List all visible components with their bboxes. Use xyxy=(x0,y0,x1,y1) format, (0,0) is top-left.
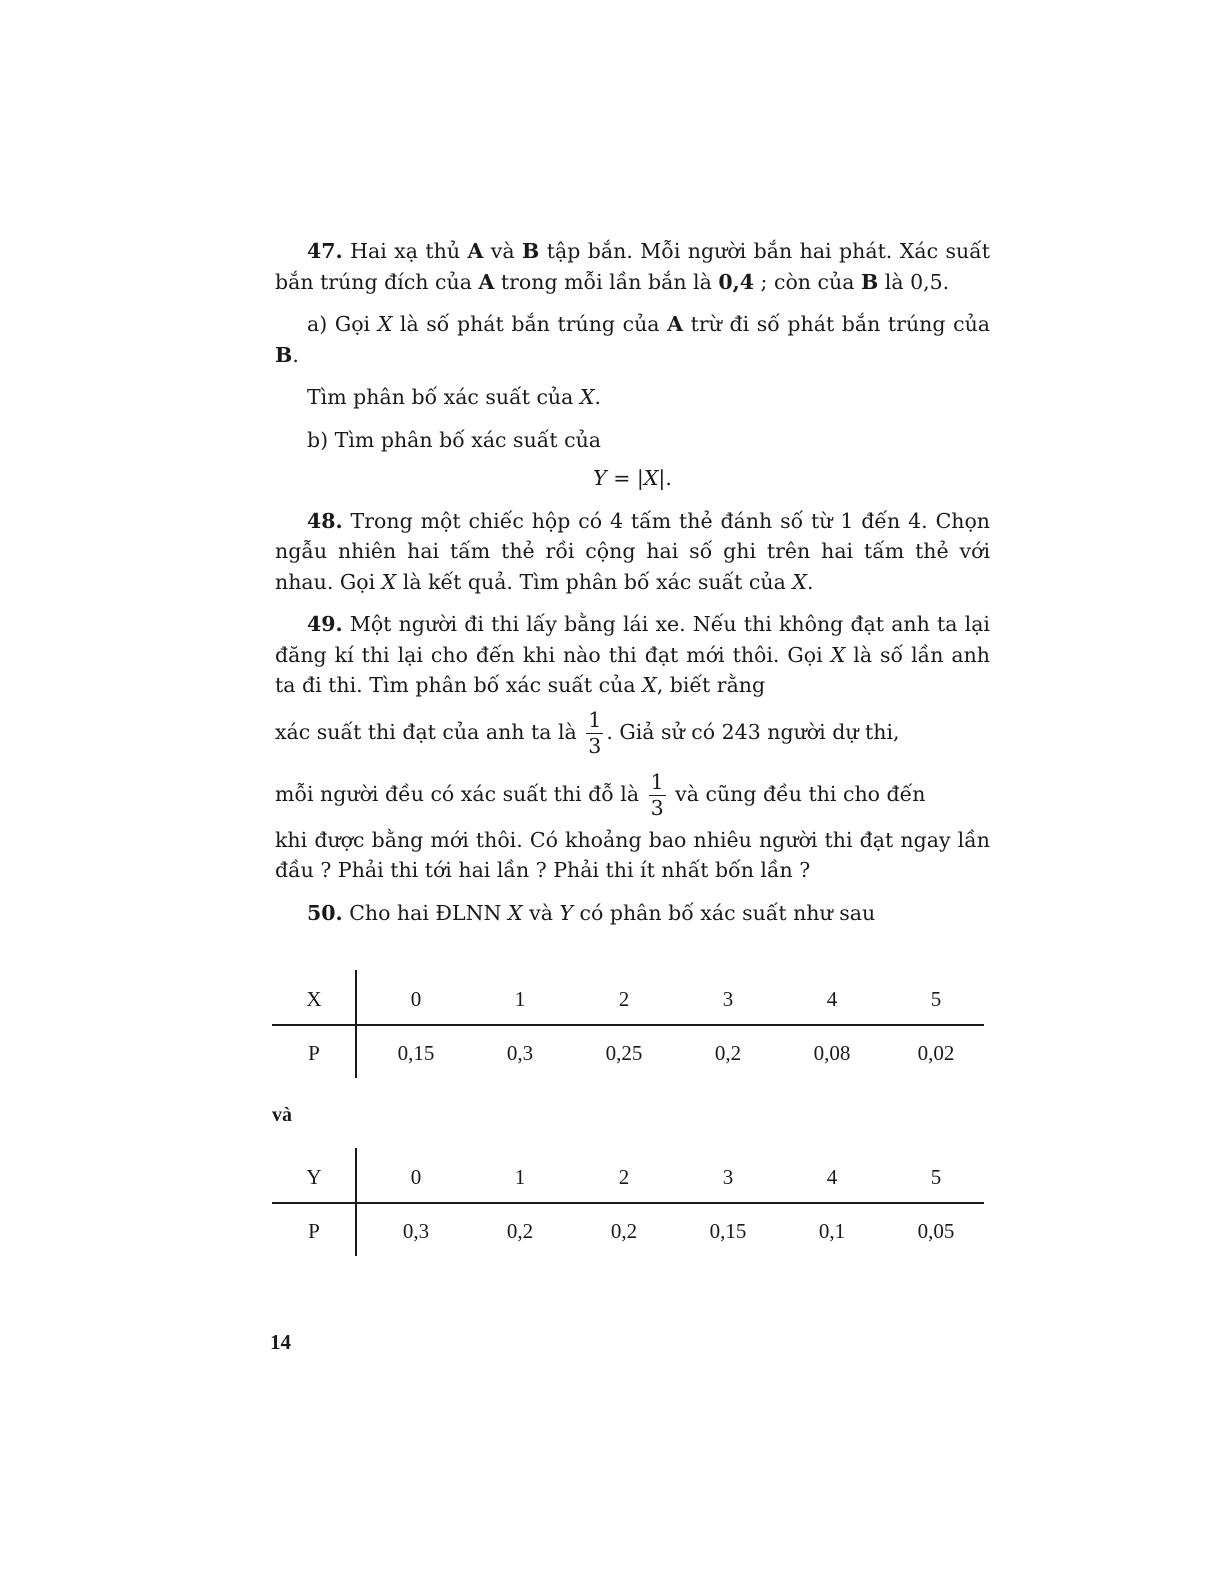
fraction-one-third xyxy=(586,710,603,756)
fraction-denominator: 3 xyxy=(588,733,602,758)
table-cell-value: 2 xyxy=(618,1165,630,1189)
table-cell-value: 0 xyxy=(410,987,422,1011)
text-fragment: Gọi xyxy=(327,312,378,336)
text-fragment: . xyxy=(806,569,814,594)
table-cell-prob: 0,08 xyxy=(813,1041,851,1065)
page-content xyxy=(275,236,990,928)
text-fragment: . xyxy=(594,385,602,409)
table-header-x: X xyxy=(306,987,322,1011)
shooter-b: B xyxy=(860,269,879,294)
text-fragment: có phân bố xác suất như sau xyxy=(572,900,876,925)
formula-y-abs-x xyxy=(275,463,990,494)
variable-x: X xyxy=(507,900,523,925)
text-fragment: Tìm phân bố xác suất của xyxy=(328,427,602,452)
text-fragment: = | xyxy=(606,466,644,490)
part-a-label: a) xyxy=(307,312,328,336)
connector-text: và xyxy=(272,1104,292,1126)
table-header-y: Y xyxy=(306,1165,322,1189)
page-number: 14 xyxy=(270,1330,291,1354)
text-fragment: Một người đi thi lấy bằng lái xe. Nếu thi không đạt anh ta lại đăng kí thi lại cho đến khi nào thi đạt mới thôi. Gọi xyxy=(275,612,990,667)
problem-49-number: 49. xyxy=(307,612,343,636)
table-cell-prob: 0,3 xyxy=(506,1041,534,1065)
shooter-b: B xyxy=(275,342,293,367)
text-fragment: mỗi người đều có xác suất thi đỗ là xyxy=(275,781,646,806)
text-fragment: là 0,5. xyxy=(878,269,950,294)
table-cell-prob: 0,2 xyxy=(714,1041,742,1065)
problem-50 xyxy=(275,898,990,929)
table-row-probabilities xyxy=(272,1026,984,1080)
table-header-p: P xyxy=(308,1041,320,1065)
table-cell-value: 5 xyxy=(930,1165,942,1189)
fraction-numerator: 1 xyxy=(650,770,664,794)
variable-y: Y xyxy=(559,900,573,925)
table-cell-prob: 0,15 xyxy=(397,1041,435,1065)
text-fragment: và cũng đều thi cho đến xyxy=(668,781,926,806)
table-cell-prob: 0,2 xyxy=(506,1219,534,1243)
text-fragment: Cho hai ĐLNN xyxy=(342,900,508,925)
table-cell-prob: 0,3 xyxy=(402,1219,430,1243)
text-fragment: trừ đi số phát bắn trúng của xyxy=(683,312,991,336)
problem-48-number: 48. xyxy=(307,508,343,533)
table-cell-prob: 0,25 xyxy=(605,1041,643,1065)
table-cell-prob: 0,2 xyxy=(610,1219,638,1243)
table-header-p: P xyxy=(308,1219,320,1243)
table-cell-value: 0 xyxy=(410,1165,422,1189)
problem-48 xyxy=(275,506,990,598)
table-row-values xyxy=(272,972,984,1026)
variable-x: X xyxy=(377,312,393,336)
text-fragment: , biết rằng xyxy=(656,673,766,697)
text-fragment: xác suất thi đạt của anh ta là xyxy=(275,719,584,744)
variable-x: X xyxy=(381,569,397,594)
table-cell-value: 1 xyxy=(514,987,526,1011)
table-cell-value: 3 xyxy=(722,1165,734,1189)
problem-47-number: 47. xyxy=(307,239,343,263)
part-b-label: b) xyxy=(307,427,329,452)
text-fragment: . xyxy=(292,342,299,367)
probability-a: 0,4 xyxy=(718,269,755,294)
problem-49-line-fraction-2 xyxy=(275,763,990,825)
table-cell-value: 1 xyxy=(514,1165,526,1189)
table-cell-value: 2 xyxy=(618,987,630,1011)
problem-49-line-fraction-1 xyxy=(275,701,990,763)
text-fragment: là kết quả. Tìm phân bố xác suất của xyxy=(396,569,793,594)
text-fragment: Hai xạ thủ xyxy=(342,239,468,263)
variable-x: X xyxy=(792,569,807,594)
fraction-numerator: 1 xyxy=(588,708,602,732)
problem-47-intro xyxy=(275,236,990,297)
table-cell-value: 5 xyxy=(930,987,942,1011)
text-fragment: và xyxy=(483,239,523,263)
table-cell-prob: 0,05 xyxy=(917,1219,955,1243)
problem-49-end: khi được bằng mới thôi. Có khoảng bao nhiêu người thi đạt ngay lần đầu ? Phải thi tới hai lần ? Phải thi ít nhất bốn lần ? xyxy=(275,827,990,882)
variable-y: Y xyxy=(593,466,607,490)
text-fragment: tập bắn. Mỗi người bắn hai phát. Xác suất bắn trúng đích của xyxy=(275,239,990,294)
problem-47-find xyxy=(275,382,990,413)
table-cell-prob: 0,1 xyxy=(818,1219,846,1243)
table-cell-value: 4 xyxy=(826,1165,838,1189)
problem-47-part-b xyxy=(275,425,990,456)
table-row-probabilities xyxy=(272,1204,984,1258)
table-cell-value: 3 xyxy=(722,987,734,1011)
text-fragment: ; còn của xyxy=(754,269,861,294)
text-fragment: |. xyxy=(658,466,672,490)
problem-49-intro xyxy=(275,609,990,701)
fraction-one-third xyxy=(649,772,666,818)
text-fragment: là số phát bắn trúng của xyxy=(392,312,668,336)
text-fragment: Tìm phân bố xác suất của xyxy=(307,385,580,409)
table-cell-value: 4 xyxy=(826,987,838,1011)
variable-x: X xyxy=(579,385,595,409)
distribution-table-x xyxy=(272,972,984,1080)
text-fragment: Trong một chiếc hộp có 4 tấm thẻ đánh số từ 1 đến 4. Chọn ngẫu nhiên hai tấm thẻ rồi cộng hai số ghi trên hai tấm thẻ với nhau. Gọi xyxy=(275,508,990,594)
shooter-a: A xyxy=(667,312,684,336)
fraction-denominator: 3 xyxy=(650,795,664,820)
variable-x: X xyxy=(643,466,659,490)
distribution-table-y xyxy=(272,1150,984,1258)
variable-x: X xyxy=(642,673,657,697)
text-fragment: là số lần anh ta đi thi. Tìm phân bố xác suất của xyxy=(275,642,991,697)
table-cell-prob: 0,15 xyxy=(709,1219,747,1243)
table-row-values xyxy=(272,1150,984,1204)
variable-x: X xyxy=(830,642,846,667)
table-cell-prob: 0,02 xyxy=(917,1041,955,1065)
shooter-a: A xyxy=(467,239,484,263)
text-fragment: . Giả sử có 243 người dự thi, xyxy=(606,719,900,744)
text-fragment: trong mỗi lần bắn là xyxy=(494,269,719,294)
problem-50-number: 50. xyxy=(307,900,343,925)
shooter-b: B xyxy=(522,239,540,263)
problem-47-part-a xyxy=(275,309,990,370)
shooter-a: A xyxy=(478,269,495,294)
text-fragment: và xyxy=(522,900,560,925)
